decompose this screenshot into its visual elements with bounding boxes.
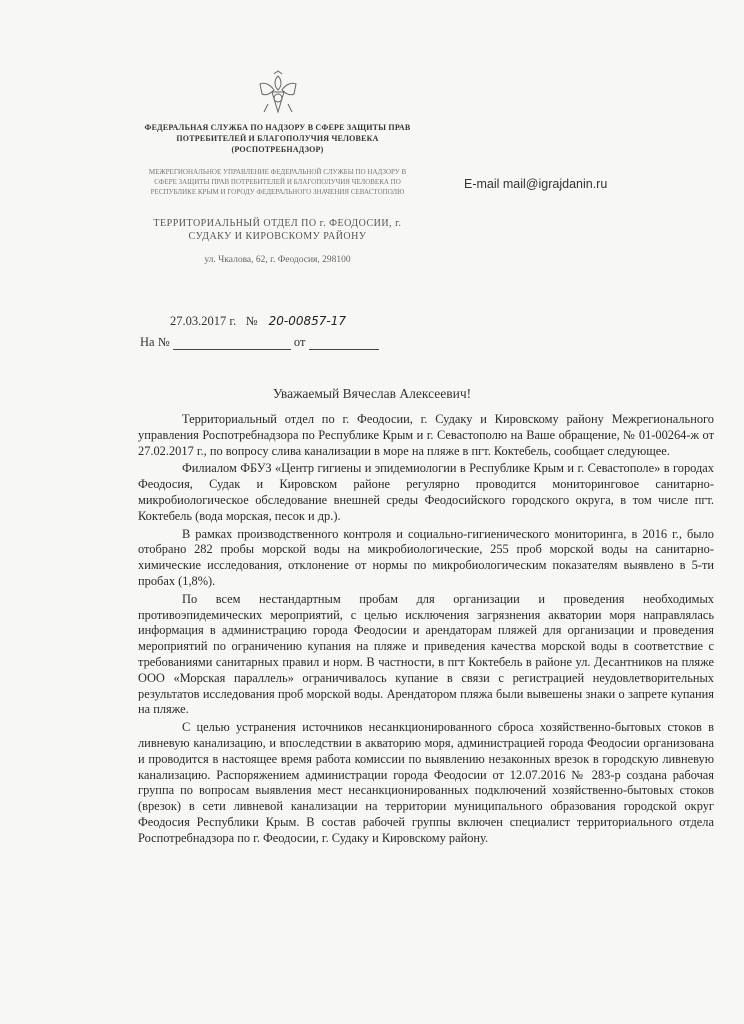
letter-date: 27.03.2017 г. <box>170 314 237 328</box>
salutation: Уважаемый Вячеслав Алексеевич! <box>272 386 472 401</box>
paragraph-3: В рамках производственного контроля и социально-гигиенического мониторинга, в 2016 г., было отобрано 282 пробы морской воды на микробиологические, 255 проб морской воды на санитарно-химические исследования, отклонение от нормы по микробиологическим показателям выявлено в 5-ти пробах (1,8%). <box>138 526 714 588</box>
paragraph-1: Территориальный отдел по г. Феодосии, г. Судаку и Кировскому району Межрегионального управления Роспотребнадзора по Республике Крым и г. Севастополю на Ваше обращение, № 01-00264-ж от 27.02.2017 г., по вопросу слива канализации в море на пляже в пгт. Коктебель, сообщает следующее. <box>138 412 714 458</box>
ot-label: от <box>293 335 306 349</box>
regional-office-name: МЕЖРЕГИОНАЛЬНОЕ УПРАВЛЕНИЕ ФЕДЕРАЛЬНОЙ СЛУЖБЫ ПО НАДЗОРУ В СФЕРЕ ЗАЩИТЫ ПРАВ ПОТРЕБИТЕЛЕЙ И БЛАГОПОЛУЧИЯ ЧЕЛОВЕКА ПО РЕСПУБЛИКЕ КРЫМ И ГОРОДУ ФЕДЕРАЛЬНОГО ЗНАЧЕНИЯ СЕВАСТОПОЛЮ <box>148 168 407 196</box>
agency-name: ФЕДЕРАЛЬНАЯ СЛУЖБА ПО НАДЗОРУ В СФЕРЕ ЗАЩИТЫ ПРАВ ПОТРЕБИТЕЛЕЙ И БЛАГОПОЛУЧИЯ ЧЕЛОВЕКА (РОСПОТРЕБНАДЗОР) <box>144 123 411 154</box>
paragraph-5: С целью устранения источников несанкционированного сброса хозяйственно-бытовых стоков в ливневую канализацию, и впоследствии в акваторию моря, администрацией города Феодосии организована и проводится в настоящее время работа комиссии по выявлению незаконных врезок в городскую ливневую канализацию. Распоряжением администрации города Феодосии от 12.07.2016 № 283-р создана рабочая группа по вопросам выявления мест несанкционированных подключений хозяйственно-бытовых стоков (врезок) в сети ливневой канализации на территории муниципального образования городской округ Феодосия Республики Крым. В состав рабочей группы включен специалист территориального отдела Роспотребнадзора по г. Феодосии, г. Судаку и Кировскому району. <box>138 720 714 845</box>
department-address: ул. Чкалова, 62, г. Феодосия, 298100 <box>204 255 351 265</box>
number-label: № <box>245 314 258 328</box>
incoming-reference <box>140 335 379 350</box>
na-label: На № <box>140 335 170 349</box>
email-address: E-mail mail@igrajdanin.ru <box>464 177 608 191</box>
letterhead <box>140 70 415 265</box>
paragraph-4: По всем нестандартным пробам для организации и проведения необходимых противоэпидемических мероприятий, с целью исключения загрязнения акватории моря направлялась информация в администрацию города Феодосии и арендаторам пляжей для организации и проведения мероприятий по ограничению купания на пляже и приведения качества морской воды в соответствие с требованиями санитарных правил и норм. В частности, в пгт Коктебель в районе ул. Десантников на пляже ООО «Морская параллель» ограничивалось купание в связи с регистрацией неудовлетворительных результатов исследования проб морской воды. Арендатором пляжа были вывешены знаки о запрете купания на пляже. <box>138 591 714 717</box>
ot-date-blank <box>309 337 379 350</box>
paragraph-2: Филиалом ФБУЗ «Центр гигиены и эпидемиологии в Республике Крым и г. Севастополе» в городах Феодосия, Судак и Кировском районе регулярно проводится мониторинговое санитарно-микробиологическое обследование внешней среды Феодосийского городского округа, в том числе пгт. Коктебель (вода морская, песок и др.). <box>138 461 714 523</box>
na-number-blank <box>173 337 291 350</box>
letter-body <box>138 412 714 849</box>
letter-number: 20-00857-17 <box>268 314 347 328</box>
outgoing-reference <box>170 314 346 329</box>
coat-of-arms-emblem-icon <box>256 70 300 116</box>
department-name: ТЕРРИТОРИАЛЬНЫЙ ОТДЕЛ ПО г. ФЕОДОСИИ, г. СУДАКУ И КИРОВСКОМУ РАЙОНУ <box>153 218 402 242</box>
